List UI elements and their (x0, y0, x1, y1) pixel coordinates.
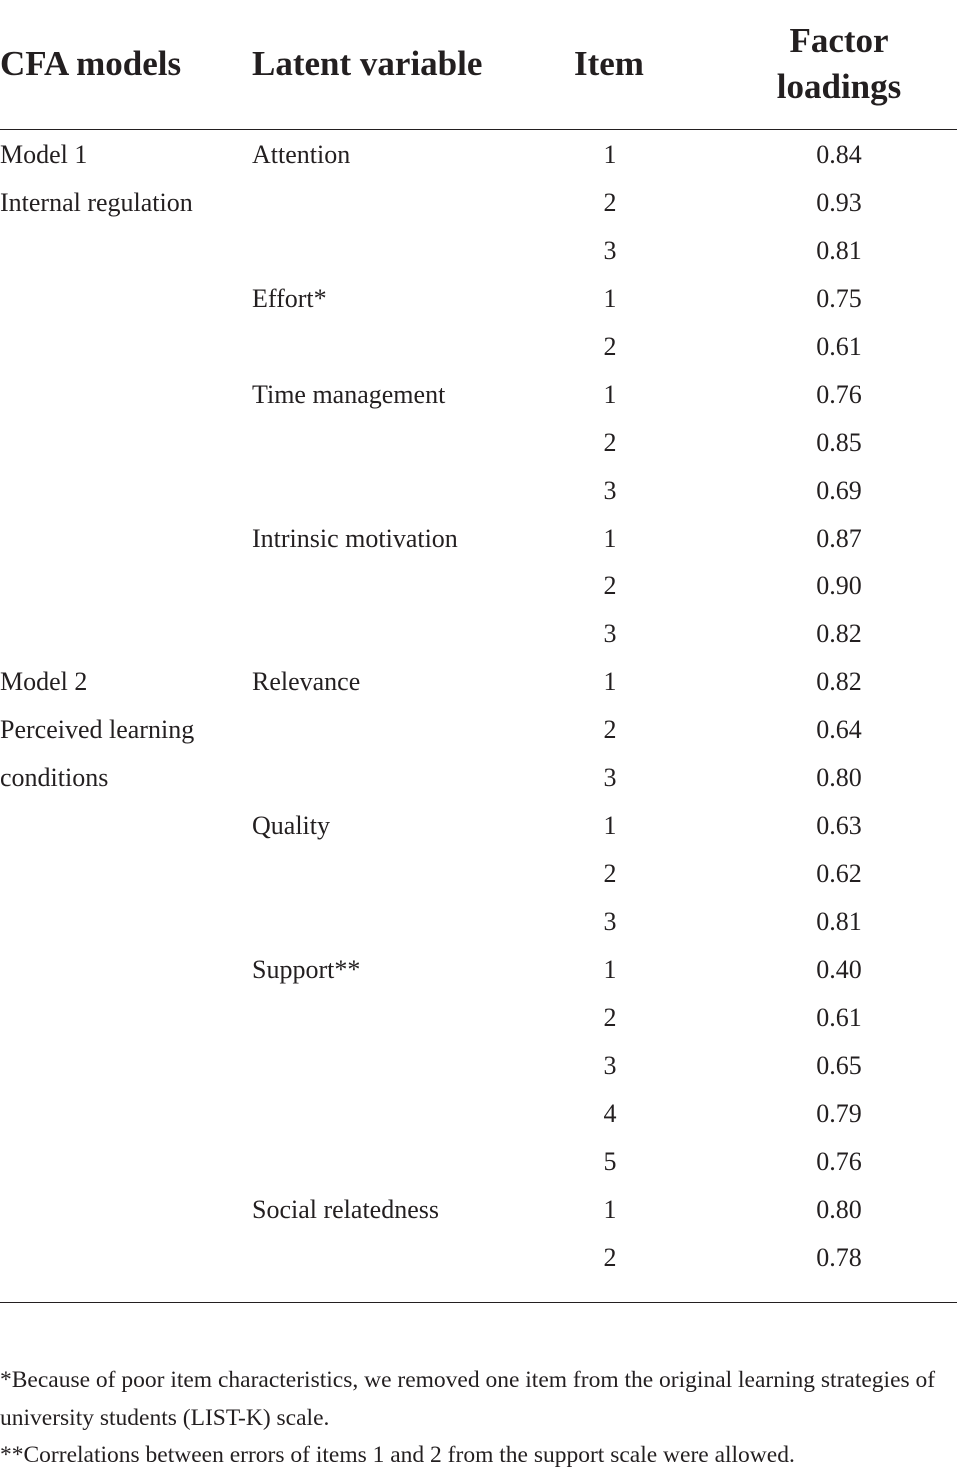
cell-item: 1 (603, 523, 617, 553)
table-row (0, 467, 957, 515)
table-row (0, 898, 957, 946)
footnotes (0, 1362, 957, 1475)
cell-latent-variable: Time management (252, 379, 446, 409)
cell-factor-loading: 0.69 (816, 475, 862, 505)
cell-factor-loading: 0.76 (816, 1146, 862, 1176)
cell-item: 1 (603, 283, 617, 313)
table-row (0, 610, 957, 658)
cell-factor-loading: 0.63 (816, 811, 862, 841)
cell-factor-loading: 0.76 (816, 379, 862, 409)
cell-latent-variable: Quality (252, 811, 330, 841)
table-row (0, 179, 957, 227)
table-row (0, 323, 957, 371)
table-row (0, 1042, 957, 1090)
cell-item: 1 (603, 667, 617, 697)
header-cfa-models: CFA models (0, 44, 182, 83)
cell-cfa-model: conditions (0, 763, 109, 793)
header-factor-loadings-line1: Factor (789, 21, 889, 60)
cell-cfa-model: Perceived learning (0, 715, 195, 745)
table-row (0, 515, 957, 563)
cell-item: 2 (603, 859, 617, 889)
cell-item: 2 (603, 1002, 617, 1032)
table-row (0, 371, 957, 419)
table-row (0, 754, 957, 802)
cell-item: 2 (603, 427, 617, 457)
header-factor-loadings (760, 18, 918, 110)
table-row (0, 562, 957, 610)
table-row (0, 946, 957, 994)
cell-item: 1 (603, 954, 617, 984)
cell-item: 3 (603, 907, 617, 936)
cell-item: 1 (603, 379, 617, 409)
cell-factor-loading: 0.78 (816, 1242, 862, 1272)
cell-cfa-model: Model 2 (0, 667, 88, 697)
cell-factor-loading: 0.84 (816, 140, 862, 169)
header-item: Item (574, 44, 644, 83)
cell-factor-loading: 0.81 (816, 907, 862, 936)
table-body (0, 131, 957, 1282)
cell-item: 1 (603, 811, 617, 841)
cell-latent-variable: Relevance (252, 667, 361, 697)
table-header (0, 0, 957, 130)
footnote-double-asterisk: **Correlations between errors of items 1 and 2 from the support scale were allowed. (0, 1442, 795, 1468)
cell-item: 3 (603, 619, 617, 649)
cell-factor-loading: 0.85 (816, 427, 862, 457)
cell-factor-loading: 0.81 (816, 235, 862, 265)
cell-factor-loading: 0.75 (816, 283, 862, 313)
cell-factor-loading: 0.40 (816, 954, 862, 984)
cell-factor-loading: 0.80 (816, 763, 862, 793)
cell-factor-loading: 0.61 (816, 331, 862, 361)
cell-cfa-model: Model 1 (0, 140, 88, 169)
table-row (0, 1186, 957, 1234)
cell-latent-variable: Support** (252, 954, 361, 984)
cell-factor-loading: 0.80 (816, 1194, 862, 1224)
cell-factor-loading: 0.79 (816, 1098, 862, 1128)
table-row (0, 1090, 957, 1138)
cell-item: 1 (603, 140, 617, 169)
cell-factor-loading: 0.62 (816, 859, 862, 889)
cell-item: 2 (603, 187, 617, 217)
table-row (0, 1234, 957, 1282)
cell-item: 3 (603, 475, 617, 505)
cell-item: 2 (603, 331, 617, 361)
cell-item: 2 (603, 1242, 617, 1272)
cell-latent-variable: Attention (252, 140, 351, 169)
cell-latent-variable: Effort* (252, 283, 327, 313)
cell-factor-loading: 0.93 (816, 187, 862, 217)
cell-item: 2 (603, 571, 617, 601)
cell-latent-variable: Intrinsic motivation (252, 523, 458, 553)
table-row (0, 706, 957, 754)
cell-factor-loading: 0.64 (816, 715, 862, 745)
cell-latent-variable: Social relatedness (252, 1194, 439, 1224)
cell-item: 2 (603, 715, 617, 745)
table-row (0, 1138, 957, 1186)
cell-factor-loading: 0.87 (816, 523, 862, 553)
header-rule (0, 129, 957, 130)
table-row (0, 227, 957, 275)
cell-factor-loading: 0.65 (816, 1050, 862, 1080)
table-row (0, 275, 957, 323)
cell-factor-loading: 0.61 (816, 1002, 862, 1032)
cell-cfa-model: Internal regulation (0, 187, 193, 217)
table-row (0, 658, 957, 706)
table-bottom-rule (0, 1302, 957, 1303)
cell-item: 1 (603, 1194, 617, 1224)
table-row (0, 850, 957, 898)
cell-factor-loading: 0.90 (816, 571, 862, 601)
cell-factor-loading: 0.82 (816, 667, 862, 697)
cell-item: 4 (603, 1098, 617, 1128)
cell-factor-loading: 0.82 (816, 619, 862, 649)
cell-item: 3 (603, 763, 617, 793)
header-factor-loadings-line2: loadings (776, 67, 902, 106)
table-row (0, 994, 957, 1042)
cell-item: 3 (603, 1050, 617, 1080)
table-row (0, 802, 957, 850)
table-row (0, 419, 957, 467)
table-row (0, 131, 957, 179)
footnote-single-asterisk: *Because of poor item characteristics, we removed one item from the original learning strategies of university students (LIST-K) scale. (0, 1367, 936, 1431)
cell-item: 3 (603, 235, 617, 265)
header-latent-variable: Latent variable (252, 44, 483, 83)
cell-item: 5 (603, 1146, 617, 1176)
